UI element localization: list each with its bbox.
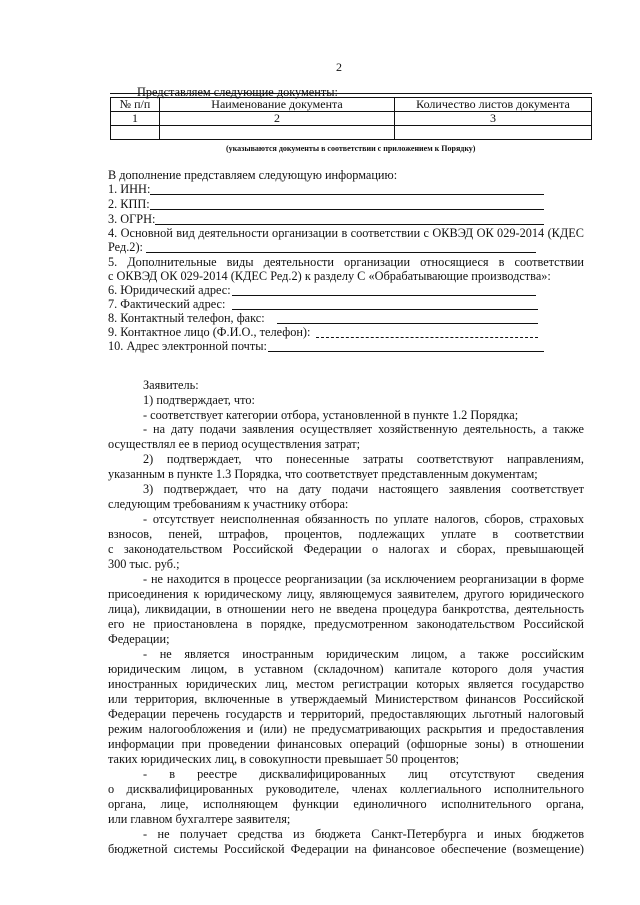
requirement-2-line1: - не находится в процессе реорганизации (за исключением реорганизации в форме xyxy=(143,572,584,586)
requirement-4-line4: или главном бухгалтере заявителя; xyxy=(108,812,291,826)
requirement-3-line5: Федерации перечень государств и территорий, предоставляющих льготный налоговый xyxy=(108,707,584,721)
contact-person-field[interactable] xyxy=(316,337,538,338)
requirement-3-line6: режим налогообложения и (или) не предусматривающих раскрытия и предоставления xyxy=(108,722,584,736)
email-label: 10. Адрес электронной почты: xyxy=(108,339,267,353)
requirement-4-line2: о дисквалифицированных руководителе, членах коллегиального исполнительного xyxy=(108,782,584,796)
info-intro: В дополнение представляем следующую информацию: xyxy=(108,168,398,182)
applicant-p1: 1) подтверждает, что: xyxy=(143,393,255,407)
applicant-title: Заявитель: xyxy=(143,378,199,392)
phone-fax-label: 8. Контактный телефон, факс: xyxy=(108,311,265,325)
legal-address-field[interactable] xyxy=(232,295,536,296)
inn-field[interactable] xyxy=(150,194,544,195)
index-cell: 2 xyxy=(160,112,395,126)
ogrn-field[interactable] xyxy=(155,224,544,225)
applicant-p1a: - соответствует категории отбора, установленной в пункте 1.2 Порядка; xyxy=(143,408,519,422)
okved-extra-label-2: с ОКВЭД ОК 029-2014 (КДЕС Ред.2) к разделу С «Обрабатывающие производства»: xyxy=(108,269,551,283)
documents-table xyxy=(110,97,592,140)
empty-cell[interactable] xyxy=(395,126,592,140)
email-field[interactable] xyxy=(268,351,544,352)
requirement-3-line8: таких юридических лиц, в совокупности превышает 50 процентов; xyxy=(108,752,460,766)
requirement-3-line1: - не является иностранным юридическим лицом, а также российским xyxy=(143,647,584,661)
requirement-1-line4: 300 тыс. руб.; xyxy=(108,557,180,571)
applicant-p3-line1: 3) подтверждает, что на дату подачи настоящего заявления соответствует xyxy=(143,482,584,496)
okved-main-field[interactable] xyxy=(146,252,536,253)
applicant-p1b-line1: - на дату подачи заявления осуществляет хозяйственную деятельность, а также xyxy=(143,422,584,436)
requirement-1-line3: с законодательством Российской Федерации о налогах и сборах, превышающей xyxy=(108,542,584,556)
requirement-2-line4: его не приостановлена в порядке, предусмотренном законодательством Российской xyxy=(108,617,584,631)
requirement-2-line5: Федерации; xyxy=(108,632,170,646)
kpp-label: 2. КПП: xyxy=(108,197,150,211)
requirement-4-line3: органа, лице, исполняющем функции единоличного исполнительного органа, xyxy=(108,797,584,811)
kpp-field[interactable] xyxy=(150,209,544,210)
requirement-2-line2: присоединения к юридическому лицу, являющемуся заявителем, другого юридического xyxy=(108,587,584,601)
okved-main-label-2: Ред.2): xyxy=(108,240,143,254)
table-empty-row xyxy=(111,126,592,140)
actual-address-field[interactable] xyxy=(232,309,538,310)
okved-extra-label-1: 5. Дополнительные виды деятельности организации относящиеся в соответствии xyxy=(108,255,584,269)
empty-cell[interactable] xyxy=(111,126,160,140)
index-cell: 1 xyxy=(111,112,160,126)
requirement-4-line1: - в реестре дисквалифицированных лиц отсутствуют сведения xyxy=(143,767,584,781)
table-index-row xyxy=(111,112,592,126)
okved-main-label-1: 4. Основной вид деятельности организации в соответствии с ОКВЭД ОК 029-2014 (КДЕС xyxy=(108,226,584,240)
applicant-p2-line2: указанным в пункте 1.3 Порядка, что соответствует представленным документам; xyxy=(108,467,538,481)
table-header-row xyxy=(111,98,592,112)
requirement-3-line3: иностранных юридических лиц, местом регистрации которых является государство xyxy=(108,677,584,691)
col-header-number: № п/п xyxy=(111,98,160,112)
requirement-3-line4: или территория, включенные в утверждаемый Министерством финансов Российской xyxy=(108,692,584,706)
legal-address-label: 6. Юридический адрес: xyxy=(108,283,231,297)
requirement-1-line2: взносов, пеней, штрафов, процентов, подлежащих уплате в соответствии xyxy=(108,527,584,541)
requirement-3-line2: юридическим лицом, в уставном (складочном) капитале которого доля участия xyxy=(108,662,584,676)
table-top-rule xyxy=(110,93,592,94)
col-header-name: Наименование документа xyxy=(160,98,395,112)
applicant-p3-line2: следующим требованиям к участнику отбора: xyxy=(108,497,349,511)
documents-intro: Представляем следующие документы: xyxy=(137,85,338,99)
applicant-p1b-line2: осуществлял ее в период осуществления затрат; xyxy=(108,437,361,451)
requirement-2-line3: лица), ликвидации, в отношении него не введена процедура банкротства, деятельность xyxy=(108,602,584,616)
applicant-p2-line1: 2) подтверждает, что понесенные затраты соответствуют направлениям, xyxy=(143,452,584,466)
contact-person-label: 9. Контактное лицо (Ф.И.О., телефон): xyxy=(108,325,311,339)
ogrn-label: 3. ОГРН: xyxy=(108,212,156,226)
phone-fax-field[interactable] xyxy=(277,323,538,324)
documents-note: (указываются документы в соответствии с приложением к Порядку) xyxy=(226,144,476,153)
actual-address-label: 7. Фактический адрес: xyxy=(108,297,226,311)
requirement-5-line2: бюджетной системы Российской Федерации на финансовое обеспечение (возмещение) xyxy=(108,842,584,856)
inn-label: 1. ИНН: xyxy=(108,182,151,196)
requirement-3-line7: информации при проведении финансовых операций (офшорные зоны) в отношении xyxy=(108,737,584,751)
index-cell: 3 xyxy=(395,112,592,126)
requirement-1-line1: - отсутствует неисполненная обязанность по уплате налогов, сборов, страховых xyxy=(143,512,584,526)
col-header-pages: Количество листов документа xyxy=(395,98,592,112)
page-number: 2 xyxy=(336,60,342,74)
empty-cell[interactable] xyxy=(160,126,395,140)
requirement-5-line1: - не получает средства из бюджета Санкт-Петербурга и иных бюджетов xyxy=(143,827,584,841)
